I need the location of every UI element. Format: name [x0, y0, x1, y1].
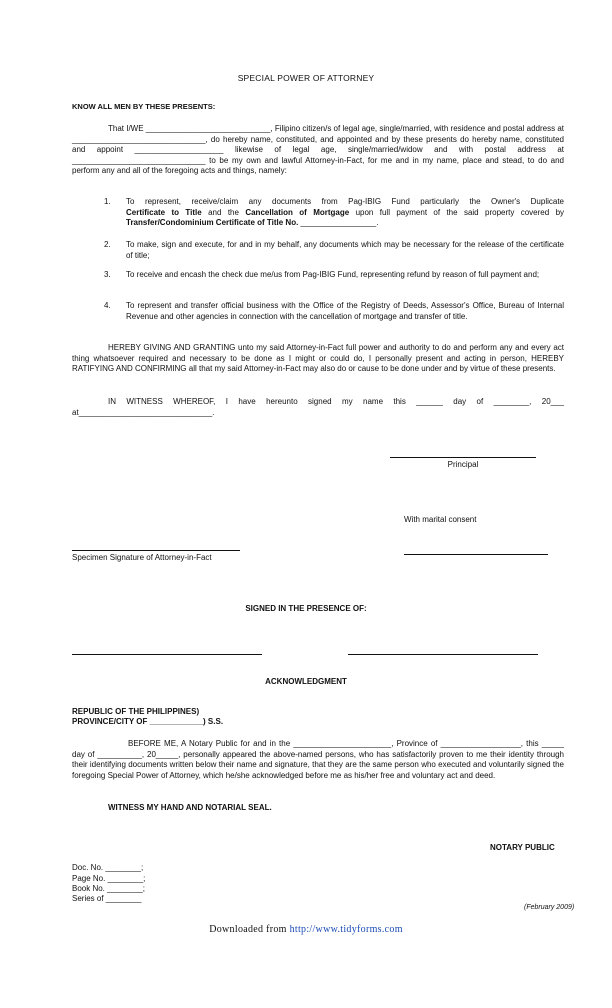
doc-no-line: Doc. No. ________;: [72, 863, 144, 872]
footer-link[interactable]: http://www.tidyforms.com: [289, 924, 403, 935]
item-1-line-b: Certificate to Title and the Cancellation of Mortgage upon full payment of the said property covered by: [126, 207, 565, 217]
item-number: 3.: [104, 270, 111, 279]
consent-signature-line: [404, 554, 548, 555]
date-note: (February 2009): [524, 904, 575, 911]
intro-heading: KNOW ALL MEN BY THESE PRESENTS:: [72, 102, 216, 111]
before-me-paragraph: BEFORE ME, A Notary Public for and in the ______________________, Province of __________________, this _____ day of __________, 20_____, personally appeared the above-named persons, who has satisfactorily proven to me their identity through their identifying documents written below their name and signature, that they are the same person who executed and voluntarily signed the foregoing Special Power of Attorney, which he/she acknowledged before me as his/her free and voluntary act and deed.: [72, 739, 564, 780]
witness-paragraph: IN WITNESS WHEREOF, I have hereunto signed my name this ______ day of ________, 20___ at______________________________.: [72, 397, 564, 417]
item-1-line-a: To represent, receive/claim any documents from Pag-IBIG Fund particularly the Owner's Duplicate: [126, 197, 564, 206]
item-number: 2.: [104, 240, 111, 249]
acknowledgment-heading: ACKNOWLEDGMENT: [265, 677, 347, 686]
specimen-label: Specimen Signature of Attorney-in-Fact: [72, 553, 212, 562]
item-number: 1.: [104, 197, 111, 206]
notarial-seal-line: WITNESS MY HAND AND NOTARIAL SEAL.: [108, 803, 272, 812]
download-footer: [0, 925, 612, 936]
principal-signature-line: [390, 457, 536, 458]
marital-consent-label: With marital consent: [404, 515, 477, 524]
province-line: PROVINCE/CITY OF ____________) S.S.: [72, 717, 224, 726]
item-text: To represent and transfer official business with the Office of the Registry of Deeds, Assessor's Office, Bureau of Internal Revenue and other agencies in connection with the cancellation of mortgage and transfer of title.: [126, 301, 564, 321]
page-no-line: Page No. ________;: [72, 874, 146, 883]
book-no-line: Book No. ________;: [72, 884, 145, 893]
footer-prefix: Downloaded from: [209, 924, 290, 935]
series-of-line: Series of ________: [72, 894, 142, 903]
opening-paragraph: That I/WE ____________________________, Filipino citizen/s of legal age, single/married, with residence and postal address at ______________________________, do hereby name, constituted, and appointed and by these presents do hereby name, constituted and appoint ____________________ likewise of legal age, single/married/widow and with postal address at ______________________________ to be my own and lawful Attorney-in-Fact, for me and in my name, place and stead, to do and perform any and all of the foregoing acts and things, namely:: [72, 124, 564, 175]
witness-1-signature-line: [72, 654, 262, 655]
hereby-paragraph: HEREBY GIVING AND GRANTING unto my said Attorney-in-Fact full power and authority to do and perform any and every act thing whatsoever required and necessary to be done as I might or could do, I personally present and acting in person, HEREBY RATIFYING AND CONFIRMING all that my said Attorney-in-Fact may also do or cause to be done under and by virtue of these presents.: [72, 343, 564, 373]
notary-public-label: NOTARY PUBLIC: [490, 843, 555, 852]
document-title: SPECIAL POWER OF ATTORNEY: [237, 73, 375, 83]
specimen-signature-line: [72, 550, 240, 551]
witness-2-signature-line: [348, 654, 538, 655]
item-number: 4.: [104, 301, 111, 310]
item-1-line-c: Transfer/Condominium Certificate of Title No. _________________.: [126, 218, 379, 227]
principal-label: Principal: [447, 460, 479, 469]
republic-line: REPUBLIC OF THE PHILIPPINES): [72, 707, 200, 716]
item-text: To receive and encash the check due me/us from Pag-IBIG Fund, representing refund by reason of full payment and;: [126, 270, 540, 279]
item-text: To make, sign and execute, for and in my behalf, any documents which may be necessary for the release of the certificate of title;: [126, 240, 564, 260]
signed-presence-heading: SIGNED IN THE PRESENCE OF:: [245, 604, 367, 613]
